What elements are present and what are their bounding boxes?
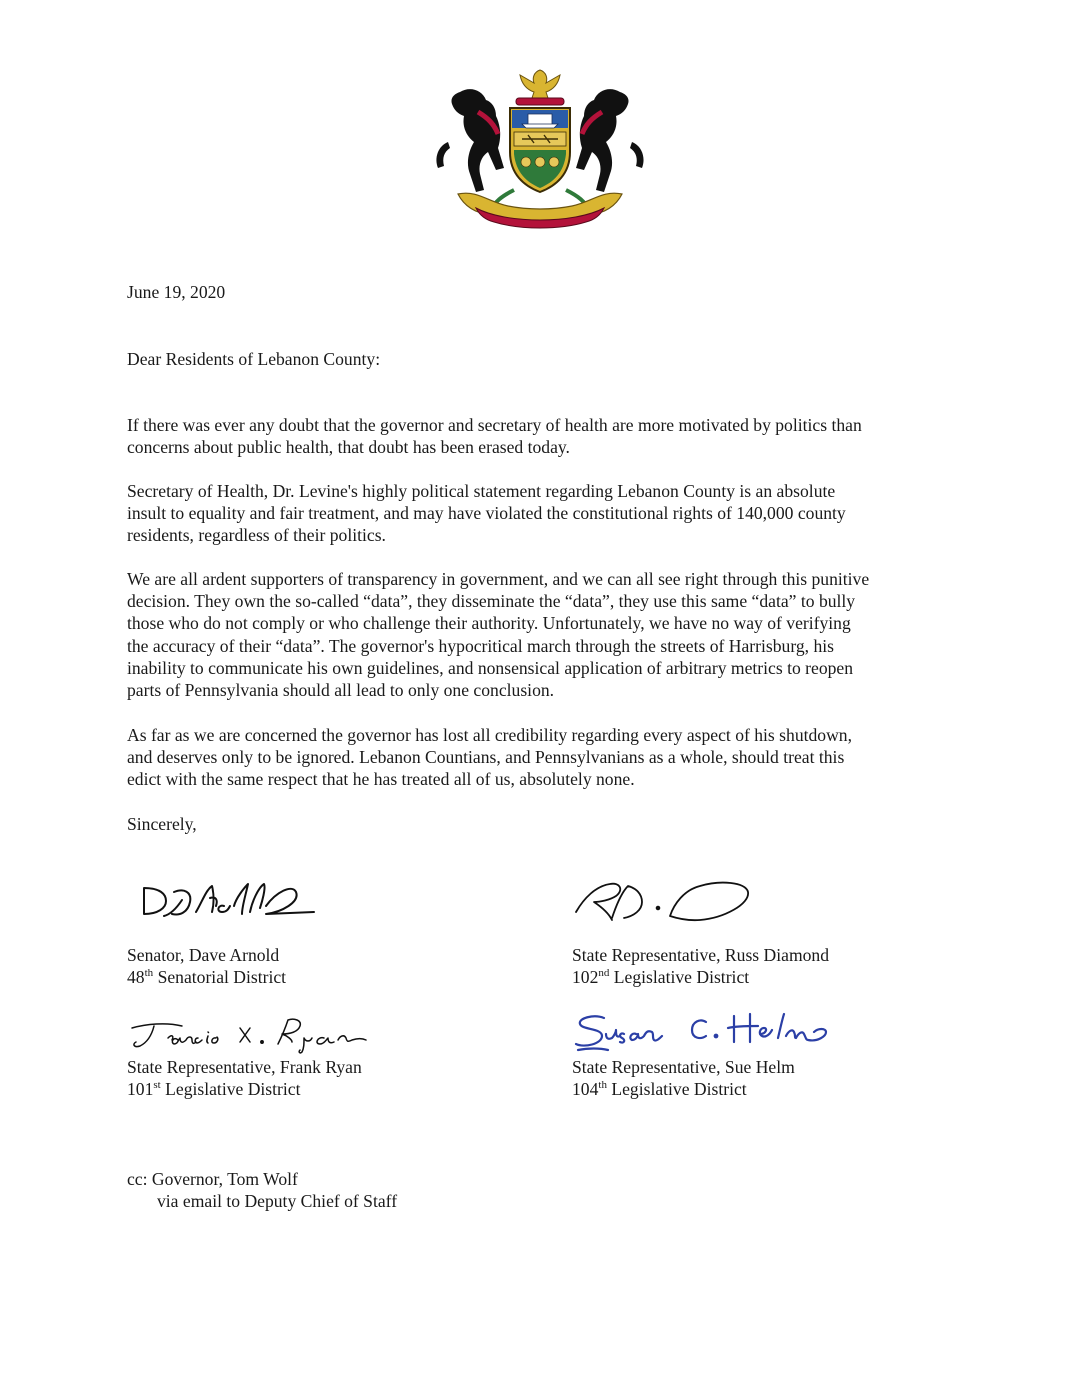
- signatory-block-arnold: [127, 944, 286, 988]
- district-number: 104: [572, 1079, 599, 1100]
- signatory-title: State Representative, Frank Ryan: [127, 1057, 362, 1077]
- district-number: 48: [127, 967, 145, 988]
- signatory-block-diamond: [572, 944, 829, 988]
- signatory-title: Senator, Dave Arnold: [127, 945, 280, 965]
- paragraph-line: decision. They own the so-called “data”, they disseminate the “data”, they use this same “data” to bully: [127, 591, 856, 612]
- signatory-title: State Representative, Sue Helm: [572, 1057, 795, 1077]
- letter-date: June 19, 2020: [127, 282, 226, 302]
- paragraph-3: [127, 568, 957, 701]
- district-ordinal-suffix: th: [598, 1079, 607, 1092]
- cc-block: [127, 1168, 397, 1212]
- district-ordinal-suffix: nd: [598, 967, 610, 980]
- signature-frank-ryan: [128, 1014, 374, 1054]
- salutation: Dear Residents of Lebanon County:: [127, 349, 381, 369]
- signatory-block-helm: [572, 1056, 795, 1100]
- paragraph-line: We are all ardent supporters of transparency in government, and we can all see right through this punitive: [127, 569, 870, 589]
- signatory-district: [572, 1078, 795, 1100]
- cc-via-line: via email to Deputy Chief of Staff: [157, 1191, 398, 1212]
- signatory-title: State Representative, Russ Diamond: [572, 945, 830, 965]
- district-label: Legislative District: [165, 1079, 301, 1100]
- paragraph-line: edict with the same respect that he has treated all of us, absolutely none.: [127, 769, 635, 790]
- closing: Sincerely,: [127, 814, 197, 834]
- paragraph-1: [127, 414, 957, 458]
- paragraph-line: If there was ever any doubt that the governor and secretary of health are more motivated by politics than: [127, 415, 862, 435]
- paragraph-line: parts of Pennsylvania should all lead to only one conclusion.: [127, 680, 555, 701]
- paragraph-line: insult to equality and fair treatment, and may have violated the constitutional rights of 140,000 county: [127, 503, 846, 524]
- paragraph-line: concerns about public health, that doubt has been erased today.: [127, 437, 570, 458]
- district-label: Legislative District: [611, 1079, 747, 1100]
- signatory-district: [572, 966, 829, 988]
- district-ordinal-suffix: th: [144, 967, 154, 980]
- paragraph-line: As far as we are concerned the governor has lost all credibility regarding every aspect of his shutdown,: [127, 725, 853, 745]
- paragraph-line: inability to communicate his own guidelines, and nonsensical application of arbitrary metrics to reopen: [127, 657, 854, 678]
- district-ordinal-suffix: st: [153, 1079, 161, 1092]
- district-number: 101: [127, 1079, 154, 1100]
- paragraph-line: the accuracy of their “data”. The governor's hypocritical march through the streets of Harrisburg, his: [127, 635, 834, 656]
- paragraph-line: Secretary of Health, Dr. Levine's highly political statement regarding Lebanon County is an absolute: [127, 481, 836, 501]
- signature-dave-arnold: [138, 878, 323, 920]
- paragraph-line: those who do not comply or who challenge their authority. Unfortunately, we have no way of verifying: [127, 613, 851, 634]
- paragraph-4: [127, 724, 957, 791]
- district-label: Senatorial District: [157, 967, 287, 988]
- signature-russ-diamond: [572, 878, 754, 924]
- pennsylvania-seal-icon: [418, 62, 662, 230]
- signatory-block-ryan: [127, 1056, 362, 1100]
- cc-line: cc: Governor, Tom Wolf: [127, 1169, 298, 1189]
- paragraph-line: residents, regardless of their politics.: [127, 525, 386, 546]
- signatory-district: [127, 966, 286, 988]
- signature-sue-helm: [574, 1008, 832, 1056]
- district-label: Legislative District: [613, 967, 750, 988]
- paragraph-2: [127, 480, 957, 547]
- paragraph-line: and deserves only to be ignored. Lebanon Countians, and Pennsylvanians as a whole, should treat this: [127, 747, 845, 768]
- district-number: 102: [572, 967, 599, 988]
- signatory-district: [127, 1078, 362, 1100]
